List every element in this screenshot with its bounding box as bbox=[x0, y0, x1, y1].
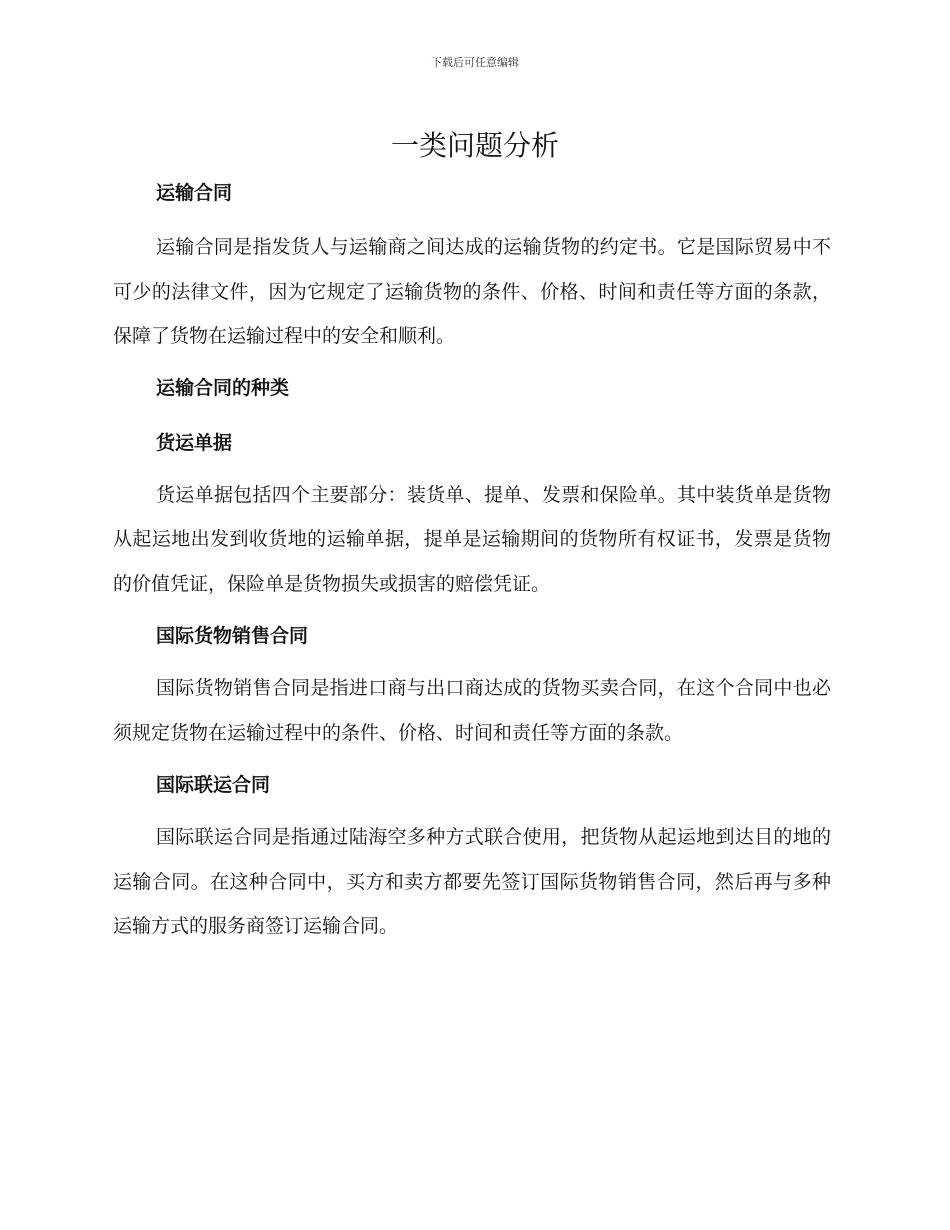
paragraph-transport-contract: 运输合同是指发货人与运输商之间达成的运输货物的约定书。它是国际贸易中不可少的法律文件，因为它规定了运输货物的条件、价格、时间和责任等方面的条款，保障了货物在运输过程中的安全和顺利。 bbox=[113, 236, 831, 347]
paragraph-multimodal-contract: 国际联运合同是指通过陆海空多种方式联合使用，把货物从起运地到达目的地的运输合同。在这种合同中，买方和卖方都要先签订国际货物销售合同，然后再与多种运输方式的服务商签订运输合同。 bbox=[113, 826, 831, 937]
document-title: 一类问题分析 bbox=[390, 129, 559, 162]
section-heading-sales-contract: 国际货物销售合同 bbox=[156, 625, 309, 647]
section-heading-multimodal-contract: 国际联运合同 bbox=[156, 774, 271, 796]
section-heading-contract-types: 运输合同的种类 bbox=[156, 376, 290, 399]
document-body bbox=[113, 176, 831, 949]
section-heading-shipping-documents: 货运单据 bbox=[156, 431, 233, 454]
header-note: 下载后可任意编辑 bbox=[431, 56, 519, 69]
paragraph-sales-contract: 国际货物销售合同是指进口商与出口商达成的货物买卖合同，在这个合同中也必须规定货物在运输过程中的条件、价格、时间和责任等方面的条款。 bbox=[113, 677, 831, 744]
paragraph-shipping-documents: 货运单据包括四个主要部分：装货单、提单、发票和保险单。其中装货单是货物从起运地出发到收货地的运输单据，提单是运输期间的货物所有权证书，发票是货物的价值凭证，保险单是货物损失或损害的赔偿凭证。 bbox=[113, 483, 831, 595]
section-heading-transport-contract: 运输合同 bbox=[156, 182, 233, 204]
